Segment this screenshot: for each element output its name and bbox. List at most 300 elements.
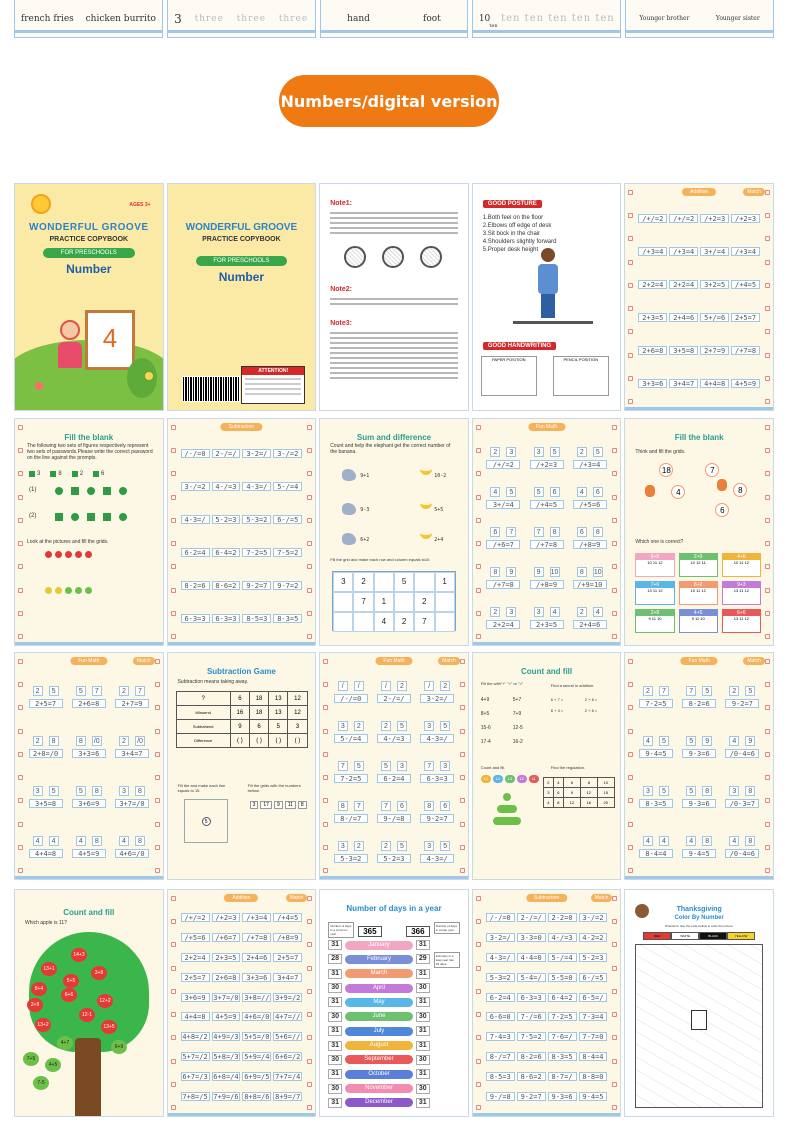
secret-eq: 6 + 3 = bbox=[550, 708, 564, 713]
number-tree bbox=[526, 439, 567, 477]
tree-equation: 6-3=3 bbox=[420, 774, 454, 783]
grid-cell: 2 bbox=[414, 592, 434, 612]
exercise-cell: 5-3=2 bbox=[242, 515, 271, 524]
regulation-cell: 3 bbox=[543, 788, 553, 798]
grid-cell bbox=[414, 572, 434, 592]
elephant-icon bbox=[342, 503, 356, 515]
sum-difference-page bbox=[319, 418, 469, 646]
color-by-number-title: Color By Number bbox=[674, 915, 724, 921]
tree-equation: /+8=9 bbox=[573, 540, 607, 549]
eq: 9-3 bbox=[360, 507, 370, 513]
back-subtitle: PRACTICE COPYBOOK bbox=[202, 236, 281, 243]
magnifier-icon bbox=[382, 246, 404, 268]
grid-note: Fill the grid and make each row and column equals to10. bbox=[330, 557, 431, 562]
legend-swatch: RED bbox=[643, 932, 671, 940]
leap-days: 30 bbox=[416, 1012, 430, 1022]
regulation-row bbox=[543, 778, 614, 788]
option-choices: 13 11 12 bbox=[733, 588, 749, 593]
exercise-cell: 3+9=/2 bbox=[275, 993, 301, 1002]
days-in-year-page bbox=[319, 889, 469, 1117]
fox-puzzle-1 bbox=[643, 463, 683, 513]
exercise-cell: 3-/=2 bbox=[181, 482, 210, 491]
tree-top bbox=[119, 836, 145, 846]
tree-equation: /+8=9 bbox=[530, 580, 564, 589]
tree-equation: 4-3=/ bbox=[420, 734, 454, 743]
exercise-row bbox=[485, 913, 609, 923]
subtraction-game-page bbox=[167, 652, 317, 880]
fill-blank-title: Fill the blank bbox=[64, 433, 114, 442]
tree-top bbox=[686, 686, 712, 696]
table-cell: Subtrahend bbox=[176, 720, 230, 734]
exercise-cell: 8-5=3 bbox=[242, 614, 271, 623]
exercise-cell: /+/=2 bbox=[638, 214, 667, 223]
match-tag: Match bbox=[743, 188, 765, 196]
exercise-cell: 4-/=3 bbox=[212, 482, 241, 491]
fill-grid-instruction: Fill the grids with the numbers bellow. bbox=[247, 783, 301, 793]
exercise-cell: /+3=4 bbox=[242, 913, 271, 922]
shape-value: 3 bbox=[29, 471, 40, 477]
tree-number: / bbox=[338, 681, 348, 691]
grid-cell: 5 bbox=[394, 572, 414, 592]
back-brand: WONDERFUL GROOVE bbox=[185, 222, 298, 233]
subtraction-page-2 bbox=[472, 889, 622, 1117]
attention-box bbox=[241, 366, 305, 404]
count-dot: 13 bbox=[505, 775, 515, 783]
common-days: 30 bbox=[328, 1084, 342, 1094]
secret-instruction: Find a secret in addition. bbox=[550, 683, 595, 688]
posture-heading: GOOD POSTURE bbox=[483, 200, 542, 208]
tree-equation: 9-4=5 bbox=[682, 849, 716, 858]
common-days: 31 bbox=[328, 969, 342, 979]
exercise-cell: 6-4=2 bbox=[212, 548, 241, 557]
number-tree bbox=[569, 519, 610, 557]
exercise-cell: 7-5=2 bbox=[517, 1032, 546, 1041]
brother-label: Younger brother bbox=[639, 15, 690, 22]
tree-number: / bbox=[424, 681, 434, 691]
back-band: FOR PRESCHOOLS bbox=[196, 256, 288, 266]
note2-heading: Note2: bbox=[330, 286, 352, 293]
tree-number: 8 bbox=[593, 527, 603, 537]
exercise-cell: 8-3=5 bbox=[548, 1052, 577, 1061]
table-cell: 6 bbox=[249, 720, 268, 734]
exercise-row bbox=[485, 1071, 609, 1081]
compare-instruction: Fill the with"+" "<" or ">" bbox=[480, 681, 524, 686]
tree-top bbox=[490, 567, 516, 577]
exercise-cell: 2+3=5 bbox=[212, 953, 241, 962]
option-card bbox=[722, 553, 761, 577]
number-tree bbox=[526, 599, 567, 637]
tree-number: 3 bbox=[506, 607, 516, 617]
tree-top bbox=[729, 736, 755, 746]
tree-top bbox=[338, 841, 364, 851]
number-tree bbox=[722, 773, 763, 821]
tree-top bbox=[424, 801, 450, 811]
exercise-row bbox=[485, 952, 609, 962]
tree-top bbox=[33, 736, 59, 746]
leap-days: 30 bbox=[416, 1055, 430, 1065]
strip-number: 17 bbox=[260, 801, 272, 809]
option-card bbox=[679, 553, 718, 577]
table-cell: Difference bbox=[176, 734, 230, 748]
tree-top bbox=[577, 487, 603, 497]
exercise-row bbox=[637, 346, 761, 356]
exercise-cell: 4-4=0 bbox=[517, 953, 546, 962]
option-choices: 10 12 11 bbox=[690, 560, 706, 565]
number-tree bbox=[373, 793, 414, 831]
leap-total: 366 bbox=[406, 926, 429, 937]
tree-top bbox=[424, 841, 450, 851]
secret-eq: 2 + 8 = bbox=[584, 708, 598, 713]
number-tree bbox=[68, 723, 109, 771]
exercise-cell: /+7=8 bbox=[242, 933, 271, 942]
option-choices: 13 11 12 bbox=[647, 588, 663, 593]
tree-number: 9 bbox=[745, 736, 755, 746]
tree-number: 2 bbox=[119, 686, 129, 696]
easel bbox=[85, 310, 135, 370]
tree-number: 4 bbox=[686, 836, 696, 846]
number-tree bbox=[25, 723, 66, 771]
number-tree bbox=[330, 673, 371, 711]
tree-number: 8 bbox=[577, 567, 587, 577]
table-header-row bbox=[176, 692, 307, 706]
number-tree bbox=[68, 823, 109, 871]
leap-year-note: Number of days in a leap year bbox=[434, 922, 460, 934]
tracing-three-3: three bbox=[278, 13, 309, 24]
posture-item: 5.Proper desk height bbox=[482, 247, 539, 253]
apple-icon: 7+5 bbox=[23, 1052, 39, 1066]
compare-eq: 17-4 bbox=[480, 739, 491, 745]
table-cell: 13 bbox=[269, 706, 288, 720]
table-cell: ( ) bbox=[288, 734, 307, 748]
tree-number: 7 bbox=[424, 761, 434, 771]
strip-number: 8 bbox=[298, 801, 307, 809]
tree-top bbox=[76, 836, 102, 846]
tree-number: / bbox=[354, 681, 364, 691]
tree-number: 4 bbox=[490, 487, 500, 497]
regulation-cell: 20 bbox=[597, 798, 614, 808]
tree-equation: 8-/=7 bbox=[334, 814, 368, 823]
tree-top bbox=[76, 736, 102, 746]
tree-top bbox=[534, 527, 560, 537]
tree-number: 2 bbox=[643, 686, 653, 696]
exercise-cell: 6-2=4 bbox=[181, 548, 210, 557]
tree-top bbox=[534, 447, 560, 457]
exercise-cell: 7+8=/5 bbox=[182, 1092, 208, 1101]
leap-days: 31 bbox=[416, 940, 430, 950]
compare-eq: 8+5 bbox=[480, 711, 490, 717]
number-tree bbox=[25, 673, 66, 721]
tree-number: 5 bbox=[381, 761, 391, 771]
month-label: October bbox=[345, 1070, 413, 1079]
tree-number: 5 bbox=[354, 761, 364, 771]
addition-grid bbox=[637, 202, 761, 400]
count-fill-tree-title: Count and fill bbox=[63, 908, 115, 917]
regulation-cell: 4 bbox=[543, 798, 553, 808]
regulation-cell: 6 bbox=[563, 778, 580, 788]
fox-icon bbox=[645, 485, 655, 497]
number-tree bbox=[635, 723, 676, 771]
number-tree bbox=[417, 753, 458, 791]
center-number: 5 bbox=[202, 817, 211, 826]
apple-icon: 3+8 bbox=[91, 966, 107, 980]
exercise-row bbox=[180, 992, 304, 1002]
handwriting-heading: GOOD HANDWRITING bbox=[483, 342, 556, 350]
tree-top bbox=[534, 567, 560, 577]
tree-equation: 8-3=5 bbox=[639, 799, 673, 808]
tree-equation: 4+4=8 bbox=[29, 849, 63, 858]
tree-top bbox=[577, 567, 603, 577]
number-tree-grid bbox=[483, 439, 611, 637]
table-row bbox=[176, 720, 307, 734]
leap-days: 31 bbox=[416, 1026, 430, 1036]
tree-number: 4 bbox=[119, 836, 129, 846]
pencil-position-box bbox=[553, 356, 609, 396]
apple-icon: 14+3 bbox=[71, 948, 87, 962]
option-sum: 6+6 bbox=[723, 610, 760, 616]
tree-number: 8 bbox=[338, 801, 348, 811]
number-tree bbox=[417, 673, 458, 711]
sum-diff-intro: Count and help the elephant get the correct number of the banana. bbox=[330, 443, 451, 455]
top-preview-strip bbox=[14, 0, 774, 38]
option-choices: 9 11 10 bbox=[691, 616, 705, 621]
exercise-row bbox=[180, 449, 304, 459]
tree-number: 3 bbox=[424, 721, 434, 731]
exercise-cell: 4+9=/3 bbox=[213, 1033, 239, 1042]
exercise-cell: 2-/=/ bbox=[517, 913, 546, 922]
tree-number: 4 bbox=[33, 836, 43, 846]
exercise-row bbox=[180, 1032, 304, 1042]
tree-number: 7 bbox=[659, 686, 669, 696]
tree-number: 3 bbox=[506, 447, 516, 457]
table-cell: ( ) bbox=[269, 734, 288, 748]
tree-top bbox=[338, 681, 364, 691]
exercise-cell: 9-2=7 bbox=[242, 581, 271, 590]
table-cell: Minuend bbox=[176, 706, 230, 720]
month-label: November bbox=[345, 1084, 413, 1093]
tree-number: 7 bbox=[354, 801, 364, 811]
common-days: 31 bbox=[328, 1098, 342, 1108]
subtraction-page bbox=[167, 418, 317, 646]
month-label: December bbox=[345, 1098, 413, 1107]
barcode bbox=[182, 376, 240, 402]
top-card-family bbox=[625, 0, 774, 38]
tree-number: 7 bbox=[381, 801, 391, 811]
tree-number: 5 bbox=[397, 841, 407, 851]
tree-number: 3 bbox=[534, 607, 544, 617]
table-cell: ( ) bbox=[249, 734, 268, 748]
posture-page bbox=[472, 183, 622, 411]
tree-number: 5 bbox=[397, 721, 407, 731]
exercise-cell: 4+8=/2 bbox=[182, 1033, 208, 1042]
top-card-ten bbox=[472, 0, 621, 38]
common-days: 31 bbox=[328, 997, 342, 1007]
exercise-cell: 3+8=// bbox=[244, 993, 270, 1002]
exercise-cell: /+3=4 bbox=[638, 247, 667, 256]
exercise-cell: 8-6=2 bbox=[212, 581, 241, 590]
color-by-number-page bbox=[624, 889, 774, 1117]
tree-number: 2 bbox=[119, 736, 129, 746]
version-banner bbox=[279, 75, 499, 127]
number-tree bbox=[373, 713, 414, 751]
exercise-row bbox=[180, 933, 304, 943]
exercise-row bbox=[180, 913, 304, 923]
tree-number: 6 bbox=[440, 801, 450, 811]
table-cell: 12 bbox=[288, 706, 307, 720]
regulation-table bbox=[543, 777, 615, 808]
exercise-cell: 5+/=6 bbox=[700, 313, 729, 322]
pear-row bbox=[45, 587, 92, 594]
tree-number: 7 bbox=[686, 686, 696, 696]
hand-label: hand bbox=[347, 13, 370, 24]
exercise-cell: 3+3=6 bbox=[242, 973, 271, 982]
month-row bbox=[328, 983, 430, 993]
exercise-cell: 5-2=3 bbox=[212, 515, 241, 524]
tree-top bbox=[643, 836, 669, 846]
addition-grid bbox=[180, 908, 304, 1106]
note3-heading: Note3: bbox=[330, 320, 352, 327]
apple-icon: 12+2 bbox=[97, 994, 113, 1008]
exercise-cell: 7-3=4 bbox=[579, 1012, 608, 1021]
strip-number: 11 bbox=[285, 801, 296, 809]
option-card bbox=[722, 581, 761, 605]
compare-grid bbox=[481, 697, 541, 745]
exercise-cell: 2+4=6 bbox=[242, 953, 271, 962]
tree-top bbox=[381, 761, 407, 771]
leap-days: 31 bbox=[416, 1098, 430, 1108]
exercise-cell: 2+2=4 bbox=[669, 280, 698, 289]
girl-illustration bbox=[55, 320, 85, 370]
tree-top bbox=[686, 736, 712, 746]
table-row bbox=[176, 734, 307, 748]
option-choices: 13 11 12 bbox=[733, 616, 749, 621]
tree-equation: 4-/=3 bbox=[377, 734, 411, 743]
tree-number: 5 bbox=[593, 447, 603, 457]
number-tree bbox=[569, 439, 610, 477]
grid-cell: 3 bbox=[333, 572, 353, 592]
tree-number: 8 bbox=[702, 836, 712, 846]
tree-equation: 2+5=7 bbox=[29, 699, 63, 708]
tree-equation: 7-2=5 bbox=[334, 774, 368, 783]
tree-equation: /+9=10 bbox=[573, 580, 607, 589]
count-dot: 12 bbox=[517, 775, 527, 783]
tree-top bbox=[729, 686, 755, 696]
tree-equation: 2+8=/0 bbox=[29, 749, 63, 758]
coloring-picture bbox=[635, 944, 763, 1108]
cover-band: FOR PRESCHOOLS bbox=[43, 248, 135, 258]
dot-row bbox=[481, 775, 539, 783]
paper-position-box bbox=[481, 356, 537, 396]
tree-top bbox=[338, 761, 364, 771]
shape-sequence-2 bbox=[55, 513, 127, 521]
flower-icon bbox=[145, 372, 153, 380]
page-row-2 bbox=[14, 418, 774, 646]
tree-equation: 5-3=2 bbox=[334, 854, 368, 863]
which-correct: Which one is correct? bbox=[635, 539, 684, 545]
number-tree bbox=[635, 823, 676, 871]
tree-number: 2 bbox=[354, 841, 364, 851]
shape-value: 6 bbox=[93, 471, 104, 477]
grid-cell bbox=[333, 612, 353, 632]
count-dot: 14 bbox=[493, 775, 503, 783]
tree-number: 2 bbox=[577, 447, 587, 457]
exercise-cell: 5+9=/4 bbox=[244, 1052, 270, 1061]
tree-equation: /+7=8 bbox=[486, 580, 520, 589]
regulation-cell: 15 bbox=[597, 788, 614, 798]
exercise-row bbox=[180, 1051, 304, 1061]
number-strip bbox=[250, 801, 307, 809]
leap-days: 29 bbox=[416, 954, 430, 964]
tree-number: 5 bbox=[440, 721, 450, 731]
month-row bbox=[328, 1012, 430, 1022]
tree-top bbox=[424, 721, 450, 731]
match-tag: Match bbox=[133, 657, 155, 665]
count-fill-page bbox=[472, 652, 622, 880]
exercise-row bbox=[180, 614, 304, 624]
food-label-1: french fries bbox=[20, 13, 74, 24]
month-label: July bbox=[345, 1027, 413, 1036]
tree-equation: 2+6=8 bbox=[72, 699, 106, 708]
strip-number: 3 bbox=[250, 801, 259, 809]
regulation-cell: 8 bbox=[553, 798, 563, 808]
tree-number: 5 bbox=[49, 786, 59, 796]
header-cell: ? bbox=[176, 692, 230, 706]
exercise-row bbox=[637, 247, 761, 257]
addition-page bbox=[624, 183, 774, 411]
tree-number: 2 bbox=[381, 841, 391, 851]
number-tree bbox=[569, 599, 610, 637]
number-tree-grid bbox=[635, 673, 763, 871]
exercise-row bbox=[180, 952, 304, 962]
sum-grid bbox=[332, 571, 456, 631]
book-cover bbox=[14, 183, 164, 411]
leap-days: 30 bbox=[416, 983, 430, 993]
apple-question: Which apple is 11? bbox=[25, 920, 67, 926]
exercise-cell: 6-/=5 bbox=[273, 515, 302, 524]
magnifier-icon bbox=[344, 246, 366, 268]
apple-tree-page bbox=[14, 889, 164, 1117]
subtraction-grid bbox=[485, 908, 609, 1106]
elephant-icon bbox=[342, 469, 356, 481]
tree-number: 4 bbox=[643, 736, 653, 746]
month-row bbox=[328, 997, 430, 1007]
exercise-cell: 4-/=3 bbox=[548, 933, 577, 942]
exercise-row bbox=[637, 379, 761, 389]
leap-days: 31 bbox=[416, 1069, 430, 1079]
tree-equation: 9-2=7 bbox=[725, 699, 759, 708]
number-tree bbox=[569, 559, 610, 597]
exercise-cell: 5+5=/0 bbox=[244, 1033, 270, 1042]
tree-top bbox=[33, 786, 59, 796]
tree-top bbox=[577, 607, 603, 617]
number-tree bbox=[417, 713, 458, 751]
match-tag: Match bbox=[438, 657, 460, 665]
subtraction-tag: Subtraction bbox=[526, 894, 567, 902]
number-tree bbox=[111, 823, 152, 871]
exercise-cell: 6+7=/3 bbox=[182, 1072, 208, 1081]
tree-equation: 2-/=/ bbox=[377, 694, 411, 703]
puzzle-num: 7 bbox=[705, 463, 719, 477]
subtraction-intro: Subtraction means taking away. bbox=[177, 679, 249, 685]
tree-top bbox=[490, 607, 516, 617]
tree-number: 4 bbox=[550, 607, 560, 617]
number-tree bbox=[635, 773, 676, 821]
tree-equation: 2+7=9 bbox=[115, 699, 149, 708]
tree-number: 5 bbox=[76, 686, 86, 696]
number-tree bbox=[569, 479, 610, 517]
pic-instruction: Look at the pictures and fill the grids. bbox=[27, 539, 109, 545]
tree-number: 8 bbox=[550, 527, 560, 537]
tree-number: 5 bbox=[702, 686, 712, 696]
